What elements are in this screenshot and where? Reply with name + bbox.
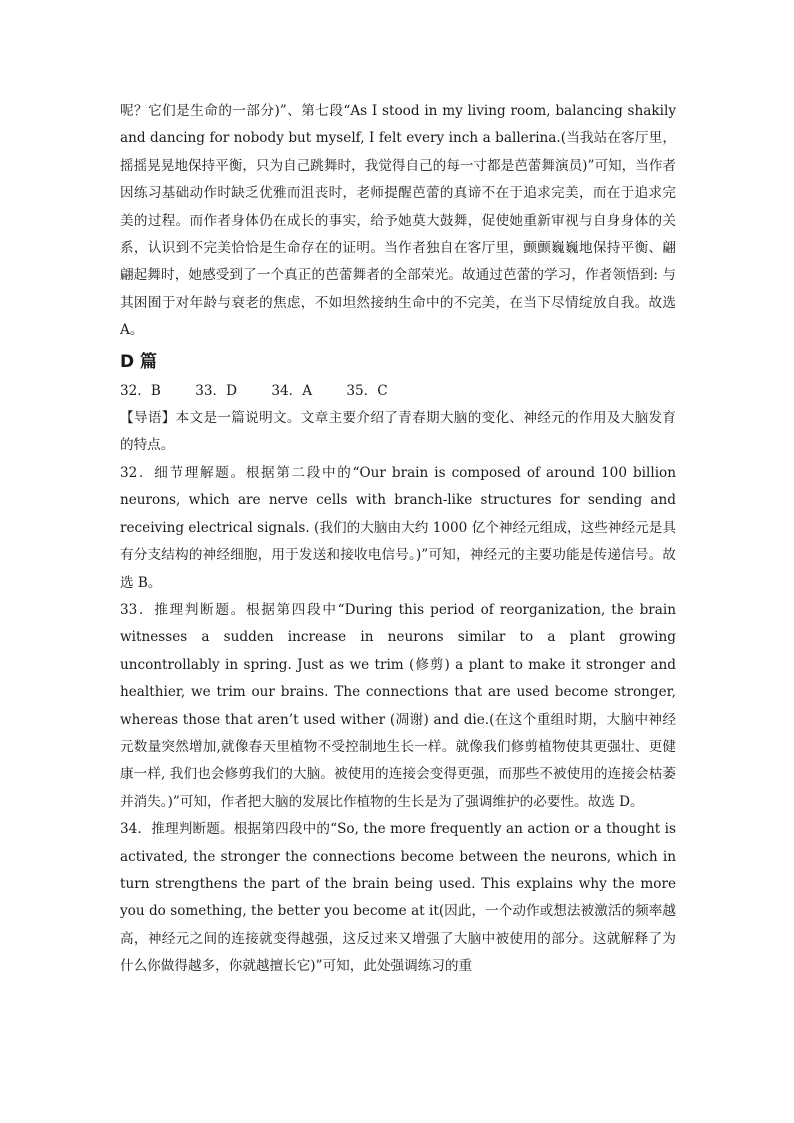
question-33-explanation: 33．推理判断题。根据第四段中“During this period of reorganization, the brain witnesses a sudden increase in neurons similar to a plant growing uncontrollably in spring. Just as we trim (修剪) a plant to make it stronger and healthier, we trim our brains. The connections that are used become stronger, whereas those that aren’t used wither (凋谢) and die.(在这个重组时期，大脑中神经元数量突然增加,就像春天里植物不受控制地生长一样。就像我们修剪植物使其更强壮、更健康一样, 我们也会修剪我们的大脑。被使用的连接会变得更强，而那些不被使用的连接会枯萎并消失。)”可知，作者把大脑的发展比作植物的生长是为了强调维护的必要性。故选 D。 [120,601,676,810]
guide-paragraph: 【导语】本文是一篇说明文。文章主要介绍了青春期大脑的变化、神经元的作用及大脑发育的特点。 [120,410,676,454]
section-heading-d: D 篇 [120,351,158,372]
question-32-explanation: 32．细节理解题。根据第二段中的“Our brain is composed of around 100 billion neurons, which are nerve cells with branch-like structures for sending and receiving electrical signals. (我们的大脑由大约 1000 亿个神经元组成，这些神经元是具有分支结构的神经细胞，用于发送和接收电信号。)”可知，神经元的主要功能是传递信号。故选 B。 [120,464,676,591]
answer-key [120,378,676,405]
answer-35: 35．C [346,382,388,399]
answer-34: 34．A [271,382,313,399]
paragraph-c-explanation-end: 呢？它们是生命的一部分)”、第七段“As I stood in my living room, balancing shakily and dancing for nobody but myself, I felt every inch a ballerina.(当我站在客厅里，摇摇晃晃地保持平衡，只为自己跳舞时，我觉得自己的每一寸都是芭蕾舞演员)”可知，当作者因练习基础动作时缺乏优雅而沮丧时，老师提醒芭蕾的真谛不在于追求完美，而在于追求完美的过程。而作者身体仍在成长的事实，给予她莫大鼓舞，促使她重新审视与自身身体的关系，认识到不完美恰恰是生命存在的证明。当作者独自在客厅里，颤颤巍巍地保持平衡、翩翩起舞时，她感受到了一个真正的芭蕾舞者的全部荣光。故通过芭蕾的学习，作者领悟到: 与其困囿于对年龄与衰老的焦虑，不如坦然接纳生命中的不完美，在当下尽情绽放自我。故选 A。 [120,103,676,339]
answer-32: 32．B [120,382,161,399]
answer-33: 33．D [195,382,238,399]
question-34-explanation: 34．推理判断题。根据第四段中的“So, the more frequently an action or a thought is activated, the stronger the connections become between the neurons, which in turn strengthens the part of the brain being used. This explains why the more you do something, the better you become at it(因此，一个动作或想法被激活的频率越高，神经元之间的连接就变得越强，这反过来又增强了大脑中被使用的部分。这就解释了为什么你做得越多，你就越擅长它)”可知，此处强调练习的重 [120,821,676,975]
document-page [120,98,676,981]
